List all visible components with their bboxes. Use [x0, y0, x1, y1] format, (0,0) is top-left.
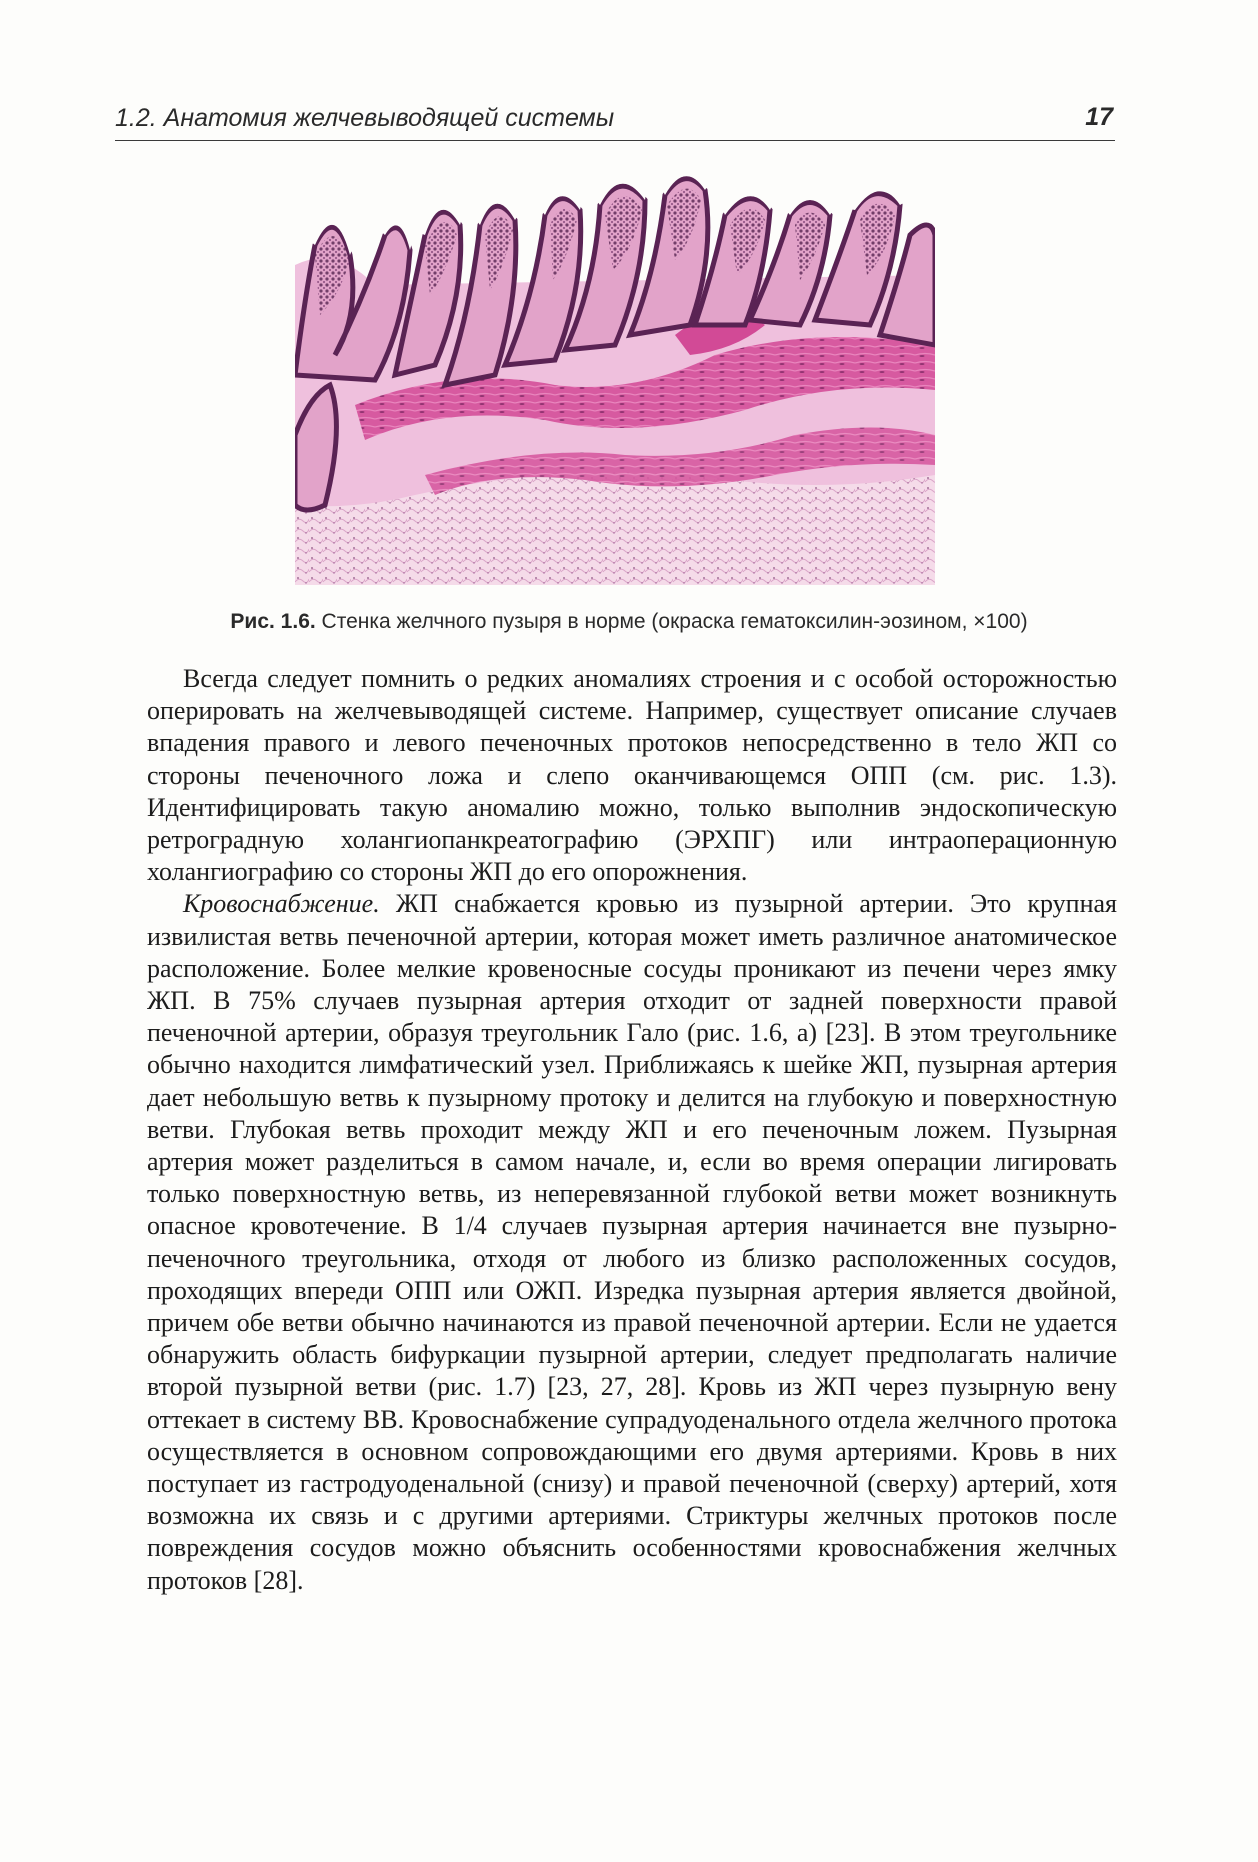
paragraph-blood-supply [147, 888, 1117, 1596]
caption-label: Рис. 1.6. [230, 610, 316, 633]
section-title: 1.2. Анатомия желчевыводящей системы [115, 104, 615, 132]
body-text [147, 663, 1117, 1597]
histology-micrograph [295, 175, 935, 585]
paragraph-anomalies: Всегда следует помнить о редких аномалиях строения и с особой осторожностью оперировать на желчевыводящей системе. Например, существует описание случаев впадения правого и левого печеночных протоков непосредственно в тело ЖП со стороны печеночного ложа и слепо оканчивающемся ОПП (см. рис. 1.3). Идентифицировать такую аномалию можно, только выполнив эндоскопическую ретроградную холангиопанкреатографию (ЭРХПГ) или интраоперационную холангиографию со стороны ЖП до его опорожнения. [147, 664, 1117, 887]
page-number: 17 [1085, 103, 1113, 131]
paragraph-blood-supply-text: ЖП снабжается кровью из пузырной артерии. Это крупная извилистая ветвь печеночной артерии, которая может иметь различное анатомическое расположение. Более мелкие кровеносные сосуды проникают из печени через ямку ЖП. В 75% случаев пузырная артерия отходит от задней поверхности правой печеночной артерии, образуя треугольник Гало (рис. 1.6, а) [23]. В этом треугольнике обычно находится лимфатический узел. Приближаясь к шейке ЖП, пузырная артерия дает небольшую ветвь к пузырному протоку и делится на глубокую и поверхностную ветви. Глубокая ветвь проходит между ЖП и его печеночным ложем. Пузырная артерия может разделиться в самом начале, и, если во время операции лигировать только поверхностную ветвь, из неперевязанной глубокой ветви может возникнуть опасное кровотечение. В 1/4 случаев пузырная артерия начинается вне пузырно-печеночного треугольника, отходя от любого из близко расположенных сосудов, проходящих впереди ОПП или ОЖП. Изредка пузырная артерия является двойной, причем обе ветви обычно начинаются из правой печеночной артерии. Если не удается обнаружить область бифуркации пузырной артерии, следует предполагать наличие второй пузырной ветви (рис. 1.7) [23, 27, 28]. Кровь из ЖП через пузырную вену оттекает в систему ВВ. Кровоснабжение супрадуоденального отдела желчного протока осуществляется в основном сопровождающими его двумя артериями. Кровь в них поступает из гастродуоденальной (снизу) и правой печеночной (сверху) артерий, хотя возможна их связь и с другими артериями. Стриктуры желчных протоков после повреждения сосудов можно объяснить особенностями кровоснабжения желчных протоков [28]. [147, 889, 1117, 1595]
caption-text: Стенка желчного пузыря в норме (окраска гематоксилин-эозином, ×100) [315, 610, 1028, 633]
running-header [115, 100, 1115, 141]
figure-histology [295, 175, 935, 585]
figure-caption [0, 610, 1258, 634]
paragraph-lead-term: Кровоснабжение. [183, 889, 380, 919]
